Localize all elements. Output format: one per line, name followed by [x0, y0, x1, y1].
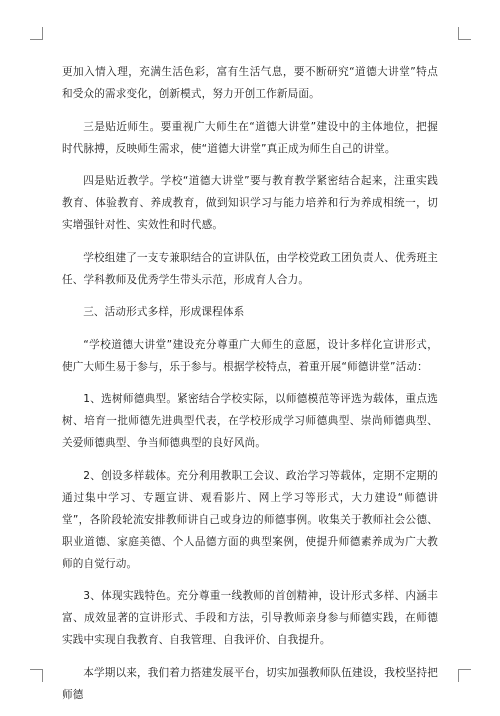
document-body: [62, 61, 438, 716]
crop-mark-top-right: [458, 27, 471, 40]
paragraph: 学校组建了一支专兼职结合的宣讲队伍，由学校党政工团负责人、优秀班主任、学科教师及优秀学生带头示范，形成育人合力。: [62, 251, 438, 286]
list-item: 1、选树师德典型。紧密结合学校实际，以师德模范等评选为载体，重点选树、培育一批师德先进典型代表，在学校形成学习师德典型、崇尚师德典型、关爱师德典型、争当师德典型的良好风尚。: [62, 393, 438, 449]
paragraph: 更加入情入理，充满生活色彩，富有生活气息，要不断研究“道德大讲堂”特点和受众的需求变化，创新模式，努力开创工作新局面。: [62, 66, 438, 100]
crop-mark-bottom-right: [458, 669, 471, 682]
paragraph: “学校道德大讲堂”建设充分尊重广大师生的意愿，设计多样化宣讲形式，使广大师生易于参与，乐于参与。根据学校特点，着重开展“师德讲堂”活动：: [62, 338, 438, 373]
paragraph: 本学期以来，我们着力搭建发展平台，切实加强教师队伍建设，我校坚持把师德: [62, 666, 438, 701]
crop-mark-bottom-left: [30, 669, 43, 682]
list-item: 3、体现实践特色。充分尊重一线教师的首创精神，设计形式多样、内涵丰富、成效显著的宣讲形式、手段和方法，引导教师亲身参与师德实践，在师德实践中实现自我教育、自我管理、自我评价、自我提升。: [62, 590, 438, 646]
paragraph: 三是贴近师生。要重视广大师生在“道德大讲堂”建设中的主体地位，把握时代脉搏，反映师生需求，使“道德大讲堂”真正成为师生自己的讲堂。: [62, 120, 438, 155]
list-item: 2、创设多样载体。充分利用教职工会议、政治学习等载体，定期不定期的通过集中学习、专题宣讲、观看影片、网上学习等形式，大力建设“师德讲堂”，各阶段轮流安排教师讲自己或身边的师德事例。收集关于教师社会公德、职业道德、家庭美德、个人品德方面的典型案例，使提升师德素养成为广大教师的自觉行动。: [62, 469, 438, 570]
crop-mark-top-left: [30, 27, 43, 40]
section-heading: 三、活动形式多样，形成课程体系: [83, 306, 245, 318]
paragraph: 四是贴近教学。学校“道德大讲堂”要与教育教学紧密结合起来，注重实践教育、体验教育、养成教育，做到知识学习与能力培养和行为养成相统一，切实增强针对性、实效性和时代感。: [62, 175, 438, 231]
